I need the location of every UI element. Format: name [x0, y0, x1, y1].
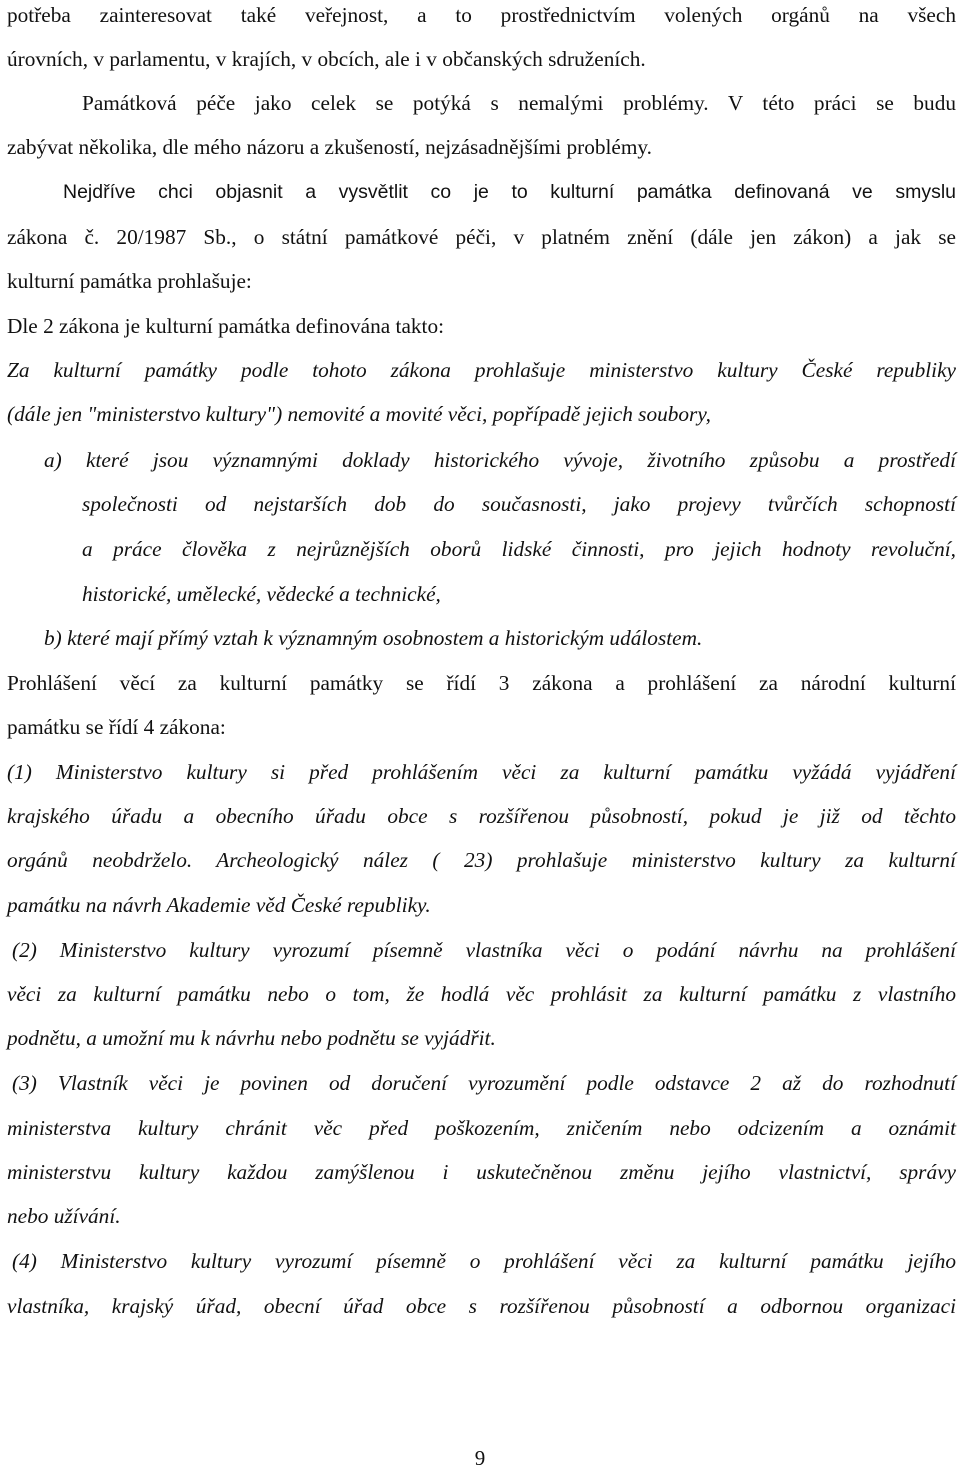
text-line: památku se řídí 4 zákona: [7, 715, 226, 739]
list-item-b: b) které mají přímý vztah k významným osobnostem a historickým událostem. [44, 626, 703, 650]
text-line: (1) Ministerstvo kultury si před prohlášením věci za kulturní památku vyžádá vyjádření [7, 760, 956, 784]
text-line: Za kulturní památky podle tohoto zákona prohlašuje ministerstvo kultury České republiky [7, 358, 956, 382]
text-line: Prohlášení věcí za kulturní památky se řídí 3 zákona a prohlášení za národní kulturní [7, 671, 956, 695]
text-line: (4) Ministerstvo kultury vyrozumí písemně o prohlášení věci za kulturní památku jejího [12, 1249, 956, 1273]
text-line: krajského úřadu a obecního úřadu obce s rozšířenou působností, pokud je již od těchto [7, 804, 956, 828]
text-line: věci za kulturní památku nebo o tom, že hodlá věc prohlásit za kulturní památku z vlastního [7, 982, 956, 1006]
text-line: orgánů neobdrželo. Archeologický nález ( 23) prohlašuje ministerstvo kultury za kulturní [7, 848, 956, 872]
text-line: památku na návrh Akademie věd České republiky. [7, 893, 431, 917]
text-line: Dle 2 zákona je kulturní památka definována takto: [7, 314, 445, 338]
text-line: zabývat několika, dle mého názoru a zkušeností, nejzásadnějšími problémy. [7, 135, 653, 159]
text-line: potřeba zainteresovat také veřejnost, a to prostřednictvím volených orgánů na všech [7, 3, 956, 27]
list-item-a: a) které jsou významnými doklady historického vývoje, životního způsobu a prostředí [44, 448, 956, 472]
text-line: Památková péče jako celek se potýká s nemalými problémy. V této práci se budu [82, 91, 956, 115]
text-line: ministerstvu kultury každou zamýšlenou i uskutečněnou změnu jejího vlastnictví, správy [7, 1160, 956, 1184]
text-line: (2) Ministerstvo kultury vyrozumí písemně vlastníka věci o podání návrhu na prohlášení [12, 938, 956, 962]
text-line: zákona č. 20/1987 Sb., o státní památkové péči, v platném znění (dále jen zákon) a jak se [7, 225, 956, 249]
text-line: Nejdříve chci objasnit a vysvětlit co je to kulturní památka definovaná ve smyslu [63, 181, 956, 203]
text-line: (dále jen "ministerstvo kultury") nemovité a movité věci, popřípadě jejich soubory, [7, 402, 711, 426]
text-line: úrovních, v parlamentu, v krajích, v obcích, ale i v občanských sdruženích. [7, 47, 646, 71]
text-line: podnětu, a umožní mu k návrhu nebo podnětu se vyjádřit. [7, 1026, 496, 1050]
text-line: a práce člověka z nejrůznějších oborů lidské činnosti, pro jejich hodnoty revoluční, [82, 537, 956, 561]
text-line: (3) Vlastník věci je povinen od doručení vyrozumění podle odstavce 2 až do rozhodnutí [12, 1071, 956, 1095]
text-line: vlastníka, krajský úřad, obecní úřad obce s rozšířenou působností a odbornou organizaci [7, 1294, 956, 1318]
page-number: 9 [474, 1446, 486, 1470]
text-line: kulturní památka prohlašuje: [7, 269, 252, 293]
text-line: nebo užívání. [7, 1204, 121, 1228]
text-line: společnosti od nejstarších dob do současnosti, jako projevy tvůrčích schopností [82, 492, 956, 516]
text-line: ministerstva kultury chránit věc před poškozením, zničením nebo odcizením a oznámit [7, 1116, 956, 1140]
text-line: historické, umělecké, vědecké a technické, [82, 582, 441, 606]
